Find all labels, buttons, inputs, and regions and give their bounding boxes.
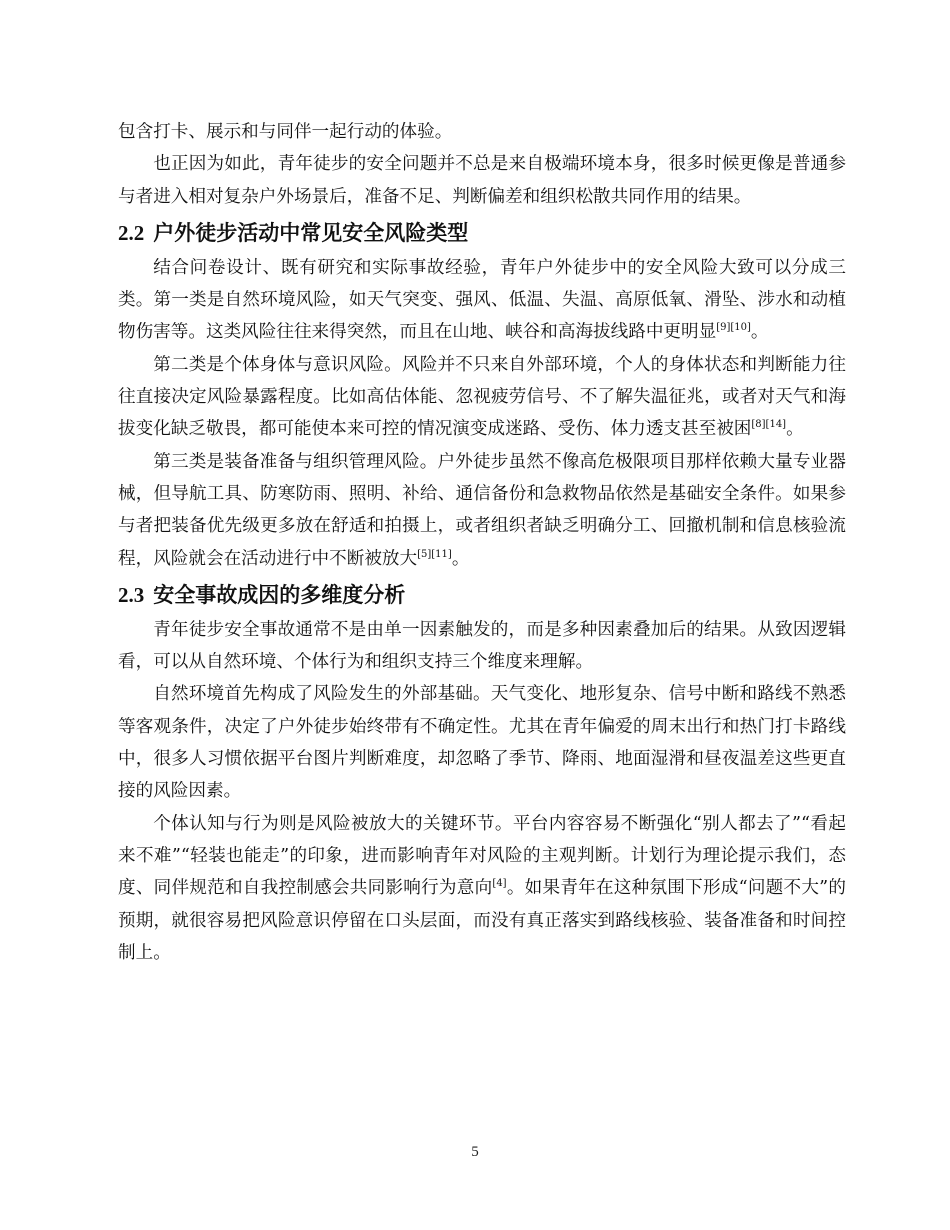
paragraph-text-continued: 。如果青年在这种氛围下形成“问题不大”的预期，就很容易把风险意识停留在口头层面，而没有真正落实到路线核验、装备准备和时间控制上。 [118,878,846,963]
paragraph-individual-behavior [118,808,846,969]
paragraph-text: 个体认知与行为则是风险被放大的关键环节。平台内容容易不断强化“别人都去了”“看起来不难”“轻装也能走”的印象，进而影响青年对风险的主观判断。计划行为理论提示我们，态度、同伴规范和自我控制感会共同影响行为意向 [118,813,846,899]
citation: [4] [492,878,507,890]
section-heading-2-3 [118,580,846,610]
section-title: 安全事故成因的多维度分析 [153,581,406,607]
paragraph-causes-overview: 青年徒步安全事故通常不是由单一因素触发的，而是多种因素叠加后的结果。从致因逻辑看，可以从自然环境、个体行为和组织支持三个维度来理解。 [118,619,846,673]
section-number: 2.3 [118,582,145,607]
citation: [8][14] [751,419,787,431]
paragraph-text: 第二类是个体身体与意识风险。风险并不只来自外部环境，个人的身体状态和判断能力往往直接决定风险暴露程度。比如高估体能、忽视疲劳信号、不了解失温征兆，或者对天气和海拔变化缺乏敬畏，都可能使本来可控的情况演变成迷路、受伤、体力透支甚至被困 [118,354,846,440]
paragraph-end: 。 [786,419,804,440]
paragraph-natural-environment: 自然环境首先构成了风险发生的外部基础。天气变化、地形复杂、信号中断和路线不熟悉等客观条件，决定了户外徒步始终带有不确定性。尤其在青年偏爱的周末出行和热门打卡路线中，很多人习惯依据平台图片判断难度，却忽略了季节、降雨、地面湿滑和昼夜温差这些更直接的风险因素。 [118,684,846,802]
page-number: 5 [471,1144,479,1160]
paragraph-safety-context: 也正因为如此，青年徒步的安全问题并不总是来自极端环境本身，很多时候更像是普通参与者进入相对复杂户外场景后，准备不足、判断偏差和组织松散共同作用的结果。 [118,154,846,207]
section-title: 户外徒步活动中常见安全风险类型 [153,219,469,245]
citation: [5][11] [417,548,452,560]
section-number: 2.2 [118,220,145,245]
citation: [9][10] [716,322,751,334]
paragraph-continued: 包含打卡、展示和与同伴一起行动的体验。 [118,122,453,142]
paragraph-risk-type-2 [118,349,846,446]
paragraph-risk-type-3 [118,446,846,575]
paragraph-text: 结合问卷设计、既有研究和实际事故经验，青年户外徒步中的安全风险大致可以分成三类。第一类是自然环境风险，如天气突变、强风、低温、失温、高原低氧、滑坠、涉水和动植物伤害等。这类风险往往来得突然，而且在山地、峡谷和高海拔线路中更明显 [118,257,846,343]
document-page [118,116,846,969]
section-heading-2-2 [118,218,846,248]
paragraph-end: 。 [750,322,769,343]
paragraph-risk-type-1 [118,252,846,349]
paragraph-text: 第三类是装备准备与组织管理风险。户外徒步虽然不像高危极限项目那样依赖大量专业器械，但导航工具、防寒防雨、照明、补给、通信备份和急救物品依然是基础安全条件。如果参与者把装备优先级更多放在舒适和拍摄上，或者组织者缺乏明确分工、回撤机制和信息核验流程，风险就会在活动进行中不断被放大 [118,451,846,569]
paragraph-end: 。 [451,548,470,569]
